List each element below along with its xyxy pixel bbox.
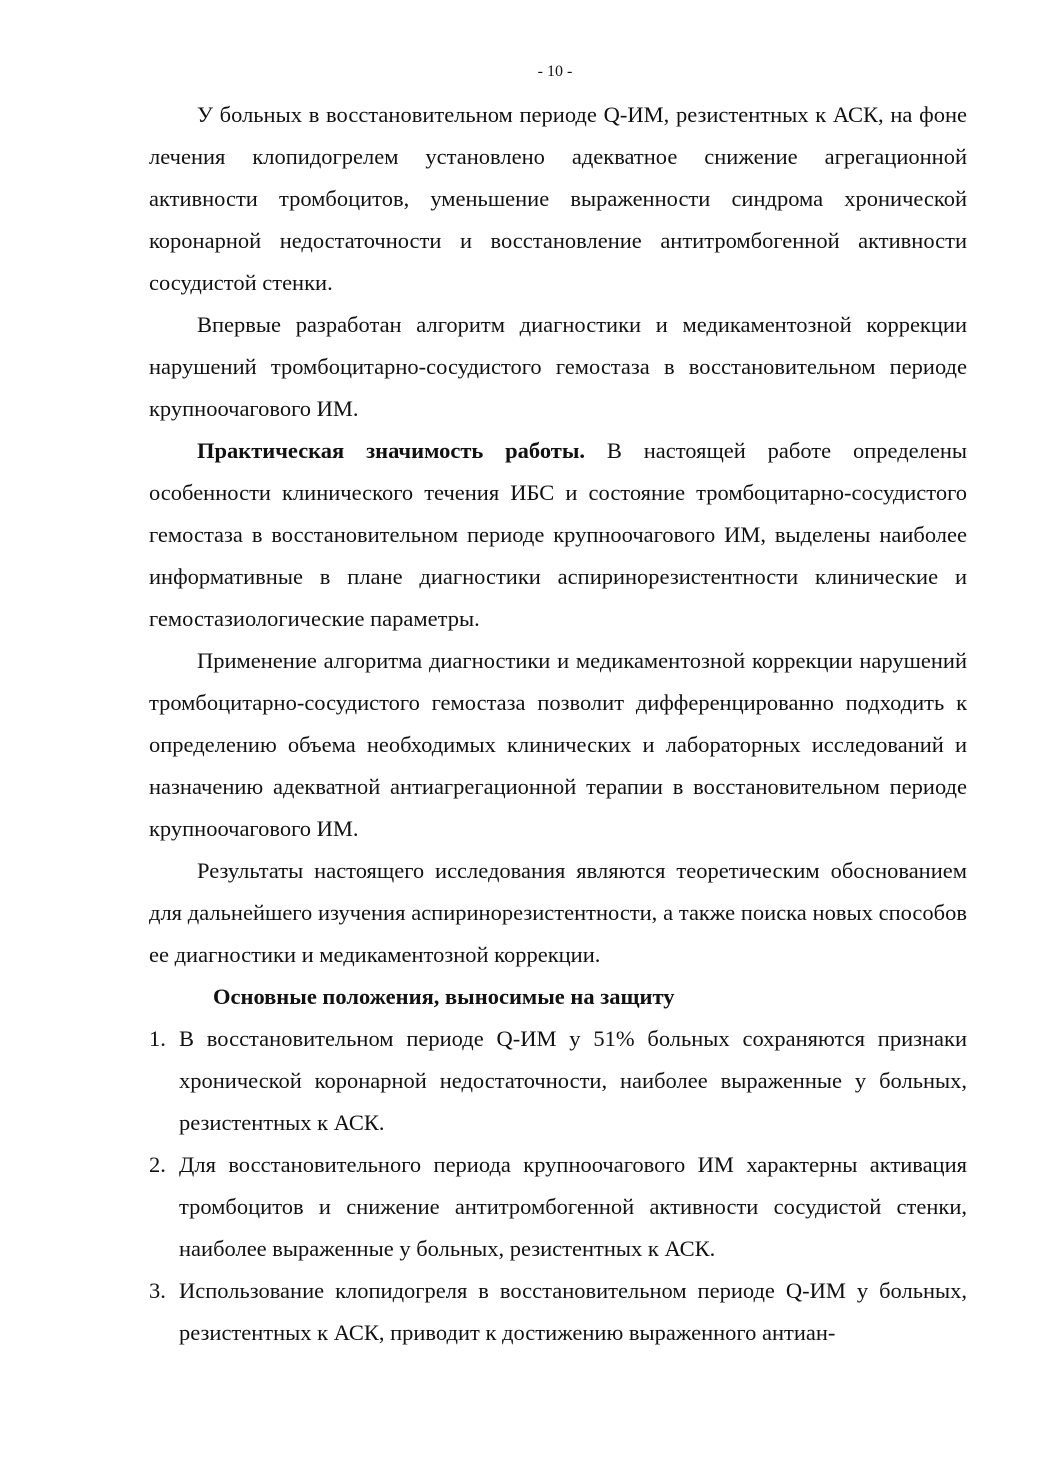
practical-significance-lead: Практическая значимость работы.	[197, 438, 586, 463]
thesis-text: В восстановительном периоде Q-ИМ у 51% больных сохраняются признаки хронической коронарной недостаточности, наиболее выраженные у больных, резистентных к АСК.	[179, 1026, 967, 1135]
thesis-number: 3.	[149, 1278, 166, 1303]
thesis-number: 2.	[149, 1152, 166, 1177]
theses-list	[149, 1018, 967, 1354]
thesis-text: Для восстановительного периода крупноочагового ИМ характерны активация тромбоцитов и снижение антитромбогенной активности сосудистой стенки, наиболее выраженные у больных, резистентных к АСК.	[179, 1152, 967, 1261]
page-content	[149, 94, 967, 1354]
practical-significance-text: В настоящей работе определены особенности клинического течения ИБС и состояние тромбоцитарно-сосудистого гемостаза в восстановительном периоде крупноочагового ИМ, выделены наиболее информативные в плане диагностики аспиринорезистентности клинические и гемостазиологические параметры.	[149, 438, 968, 631]
paragraph-algorithm-application: Применение алгоритма диагностики и медикаментозной коррекции нарушений тромбоцитарно-сосудистого гемостаза позволит дифференцированно подходить к определению объема необходимых клинических и лабораторных исследований и назначению адекватной антиагрегационной терапии в восстановительном периоде крупноочагового ИМ.	[149, 648, 967, 841]
paragraph-practical-significance	[149, 430, 967, 640]
thesis-number: 1.	[149, 1026, 166, 1051]
paragraph-research-results: Результаты настоящего исследования являются теоретическим обоснованием для дальнейшего изучения аспиринорезистентности, а также поиска новых способов ее диагностики и медикаментозной коррекции.	[149, 858, 967, 967]
paragraph-aspirin-resistance-results: У больных в восстановительном периоде Q-ИМ, резистентных к АСК, на фоне лечения клопидогрелем установлено адекватное снижение агрегационной активности тромбоцитов, уменьшение выраженности синдрома хронической коронарной недостаточности и восстановление антитромбогенной активности сосудистой стенки.	[149, 102, 967, 295]
paragraph-algorithm-developed: Впервые разработан алгоритм диагностики и медикаментозной коррекции нарушений тромбоцитарно-сосудистого гемостаза в восстановительном периоде крупноочагового ИМ.	[149, 312, 967, 421]
page-number: - 10 -	[537, 63, 573, 80]
thesis-item	[149, 1144, 967, 1270]
thesis-item	[149, 1018, 967, 1144]
theses-heading: Основные положения, выносимые на защиту	[213, 984, 675, 1009]
thesis-item	[149, 1270, 967, 1354]
thesis-text: Использование клопидогреля в восстановительном периоде Q-ИМ у больных, резистентных к АСК, приводит к достижению выраженного антиан-	[179, 1278, 967, 1345]
